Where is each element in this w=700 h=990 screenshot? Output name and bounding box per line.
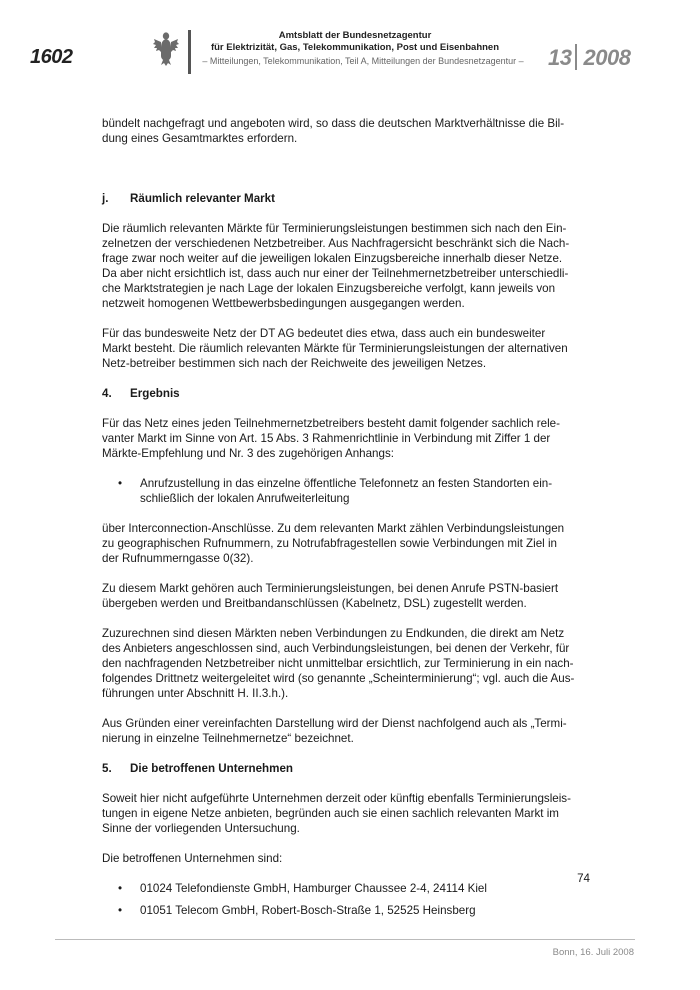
section-4-number: 4. [102,387,112,400]
document-body [102,116,576,933]
section-4-bullet-list [102,476,576,506]
company-item: 01051 Telecom GmbH, Robert-Bosch-Straße 1, 52525 Heinsberg [140,904,476,917]
section-4-heading [102,386,576,401]
section-5-title: Die betroffenen Unternehmen [130,762,293,775]
company-item: 01024 Telefondienste GmbH, Hamburger Chaussee 2-4, 24114 Kiel [140,882,487,895]
list-item [102,881,576,896]
section-5-number: 5. [102,762,112,775]
list-item [102,903,576,918]
section-5-paragraph-2: Die betroffenen Unternehmen sind: [102,852,283,865]
footer-divider [55,939,635,940]
federal-eagle-icon [153,30,179,66]
section-5-paragraph-1: Soweit hier nicht aufgeführte Unternehmen derzeit oder künftig ebenfalls Terminierungsleis-tungen in eigene Netze anbieten, begründen auch sie einen sachlich relevanten Markt im Sinne der vorliegenden Untersuchung. [102,792,571,835]
list-item [102,476,576,506]
issue-info [548,44,630,71]
journal-title [200,30,510,54]
section-4-paragraph-2: über Interconnection-Anschlüsse. Zu dem relevanten Markt zählen Verbindungsleistungen zu geographischen Rufnummern, zu Notrufabfragestellen sowie Verbindungen mit Ziel in der Rufnummerngasse 0(32). [102,522,565,565]
company-list [102,881,576,918]
journal-title-line-1: Amtsblatt der Bundesnetzagentur [278,30,432,41]
issue-number: 13 [548,45,572,70]
spacer [102,161,576,191]
document-page-number: 74 [577,872,590,885]
section-5-heading [102,761,576,776]
section-4-title: Ergebnis [130,387,180,400]
section-j-title: Räumlich relevanter Markt [130,192,275,205]
section-4-paragraph-4: Zuzurechnen sind diesen Märkten neben Verbindungen zu Endkunden, die direkt am Netz des Anbieters angeschlossen sind, auch Verbindungsleistungen, bei denen der Verkehr, für den nachfragenden Netzbetreiber nicht unmittelbar ersichtlich, zur Terminierung in ein nach-folgendes Drittnetz weitergeleitet wird (so genannte „Scheinterminierung“; vgl. auch die Aus-führungen unter Abschnitt H. II.3.h.). [102,627,575,700]
section-4-paragraph-1: Für das Netz eines jeden Teilnehmernetzbetreibers besteht damit folgender sachlich rele-vanter Markt im Sinne von Art. 15 Abs. 3 Rahmenrichtlinie in Verbindung mit Ziffer 1 der Märkte-Empfehlung und Nr. 3 des zugehörigen Anhangs: [102,417,560,460]
footer-date: Bonn, 16. Juli 2008 [552,947,634,958]
header-divider [188,30,191,74]
intro-paragraph: bündelt nachgefragt und angeboten wird, so dass die deutschen Marktverhältnisse die Bil-dung eines Gesamtmarktes erfordern. [102,117,565,145]
journal-subtitle: – Mitteilungen, Telekommunikation, Teil A, Mitteilungen der Bundesnetzagentur – [202,56,524,66]
issue-separator [575,44,577,70]
bullet-icon: • [118,882,123,895]
bullet-icon: • [118,477,123,490]
journal-title-line-2: für Elektrizität, Gas, Telekommunikation, Post und Eisenbahnen [210,42,500,53]
section-j-paragraph-2: Für das bundesweite Netz der DT AG bedeutet dies etwa, dass auch ein bundesweiter Markt besteht. Die räumlich relevanten Märkte für Terminierungsleistungen der alternativen Netz-betreiber bestimmen sich nach der Reichweite des jeweiligen Netzes. [102,327,568,370]
section-4-paragraph-5: Aus Gründen einer vereinfachten Darstellung wird der Dienst nachfolgend auch als „Termi-nierung in einzelne Teilnehmernetze“ bezeichnet. [102,717,567,745]
section-4-paragraph-3: Zu diesem Markt gehören auch Terminierungsleistungen, bei denen Anrufe PSTN-basiert übergeben werden und Breitbandanschlüssen (Kabelnetz, DSL) zugestellt werden. [102,582,559,610]
list-item-text: Anrufzustellung in das einzelne öffentliche Telefonnetz an festen Standorten ein-schließlich der lokalen Anrufweiterleitung [140,477,553,505]
bullet-icon: • [118,904,123,917]
issue-year: 2008 [583,45,631,70]
section-j-number: j. [102,192,109,205]
section-j-paragraph-1: Die räumlich relevanten Märkte für Terminierungsleistungen bestimmen sich nach den Ein-zelnetzen der verschiedenen Netzbetreiber. Aus Nachfragersicht beschränkt sich die Nach-frage zwar noch weiter auf die jeweiligen lokalen Einzugsbereiche innerhalb dieser Netze. Da aber nicht ersichtlich ist, dass auch nur einer der Teilnehmernetzbetreiber unterschiedli-che Marktstrategien je nach Lage der lokalen Einzugsbereiche verfolgt, kann jeweils von netzweit homogenen Wettbewerbsbedingungen ausgegangen werden. [102,222,570,310]
page-number: 1602 [30,46,73,68]
section-j-heading [102,191,576,206]
